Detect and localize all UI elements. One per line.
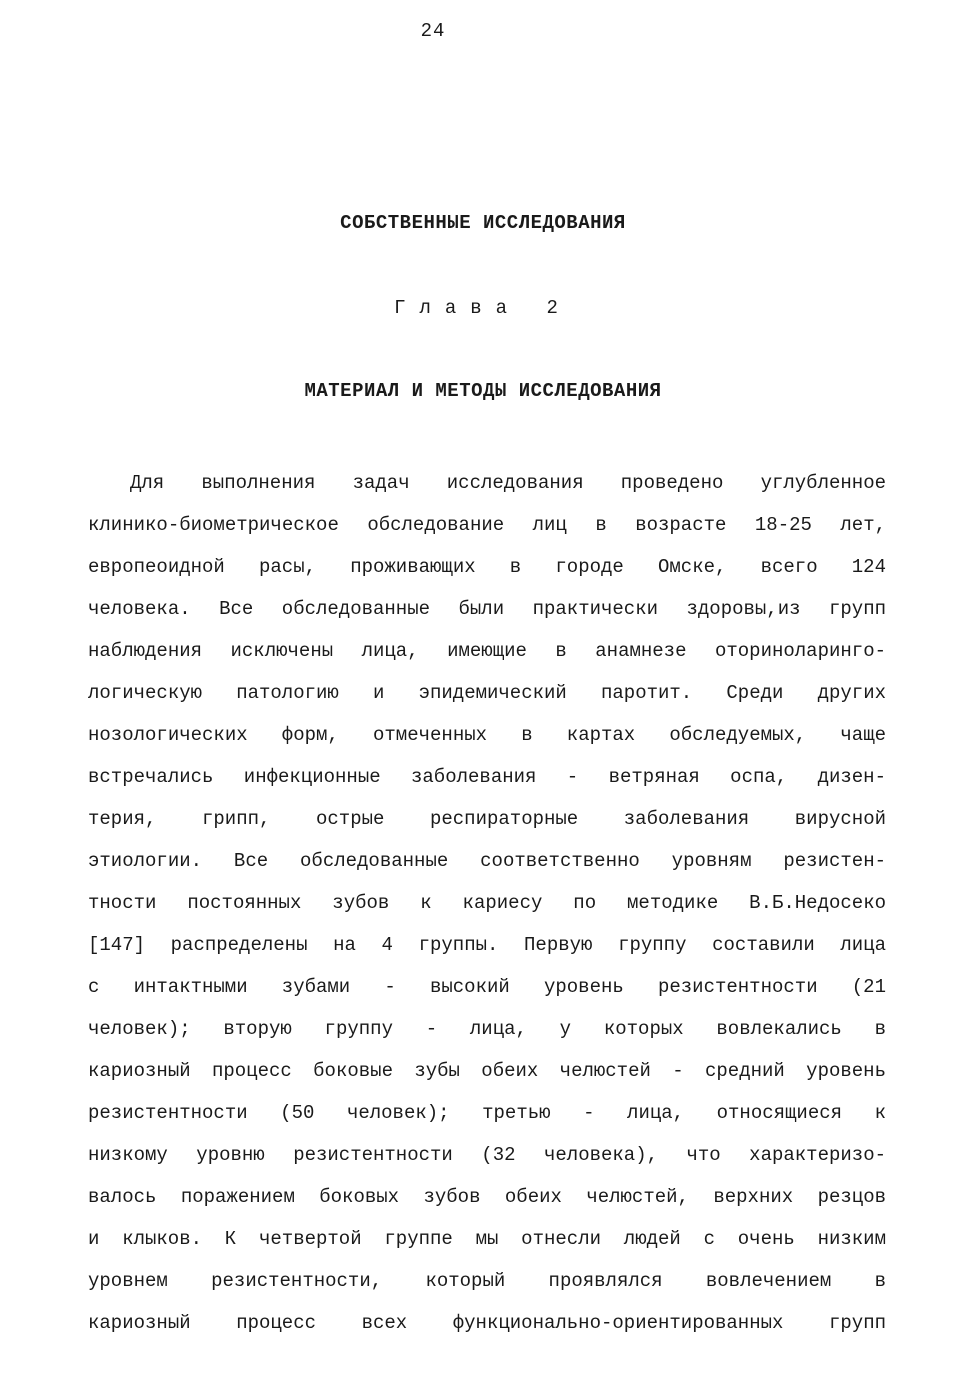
text-line: резистентности (50 человек); третью - лица, относящиеся к	[88, 1102, 886, 1124]
text-line: Для выполнения задач исследования проведено углубленное	[130, 472, 886, 494]
chapter-name: МАТЕРИАЛ И МЕТОДЫ ИССЛЕДОВАНИЯ	[304, 380, 662, 402]
chapter-title: Глава 2	[394, 297, 572, 319]
text-line: европеоидной расы, проживающих в городе Омске, всего 124	[88, 556, 886, 578]
text-line: кариозный процесс всех функционально-ориентированных групп	[88, 1312, 886, 1334]
text-line: нозологических форм, отмеченных в картах обследуемых, чаще	[88, 724, 886, 746]
body-paragraph	[88, 462, 886, 1344]
text-line: низкому уровню резистентности (32 человека), что характеризо-	[88, 1144, 886, 1166]
text-line: кариозный процесс боковые зубы обеих челюстей - средний уровень	[88, 1060, 886, 1082]
text-line: наблюдения исключены лица, имеющие в анамнезе оториноларинго-	[88, 640, 886, 662]
text-line: [147] распределены на 4 группы. Первую группу составили лица	[88, 934, 886, 956]
text-line: уровнем резистентности, который проявлялся вовлечением в	[88, 1270, 886, 1292]
text-line: клинико-биометрическое обследование лиц в возрасте 18-25 лет,	[88, 514, 886, 536]
text-line: человек); вторую группу - лица, у которых вовлекались в	[88, 1018, 886, 1040]
text-line: человека. Все обследованные были практически здоровы,из групп	[88, 598, 886, 620]
page-number: 24	[420, 20, 446, 42]
text-line: этиологии. Все обследованные соответственно уровням резистен-	[88, 850, 886, 872]
text-line: тности постоянных зубов к кариесу по методике В.Б.Недосеко	[88, 892, 886, 914]
text-line: логическую патологию и эпидемический паротит. Среди других	[88, 682, 886, 704]
text-line: встречались инфекционные заболевания - ветряная оспа, дизен-	[88, 766, 886, 788]
text-line: терия, грипп, острые респираторные заболевания вирусной	[88, 808, 886, 830]
text-line: валось поражением боковых зубов обеих челюстей, верхних резцов	[88, 1186, 886, 1208]
text-line: и клыков. К четвертой группе мы отнесли людей с очень низким	[88, 1228, 886, 1250]
text-line: с интактными зубами - высокий уровень резистентности (21	[88, 976, 886, 998]
section-title: СОБСТВЕННЫЕ ИССЛЕДОВАНИЯ	[340, 212, 626, 234]
